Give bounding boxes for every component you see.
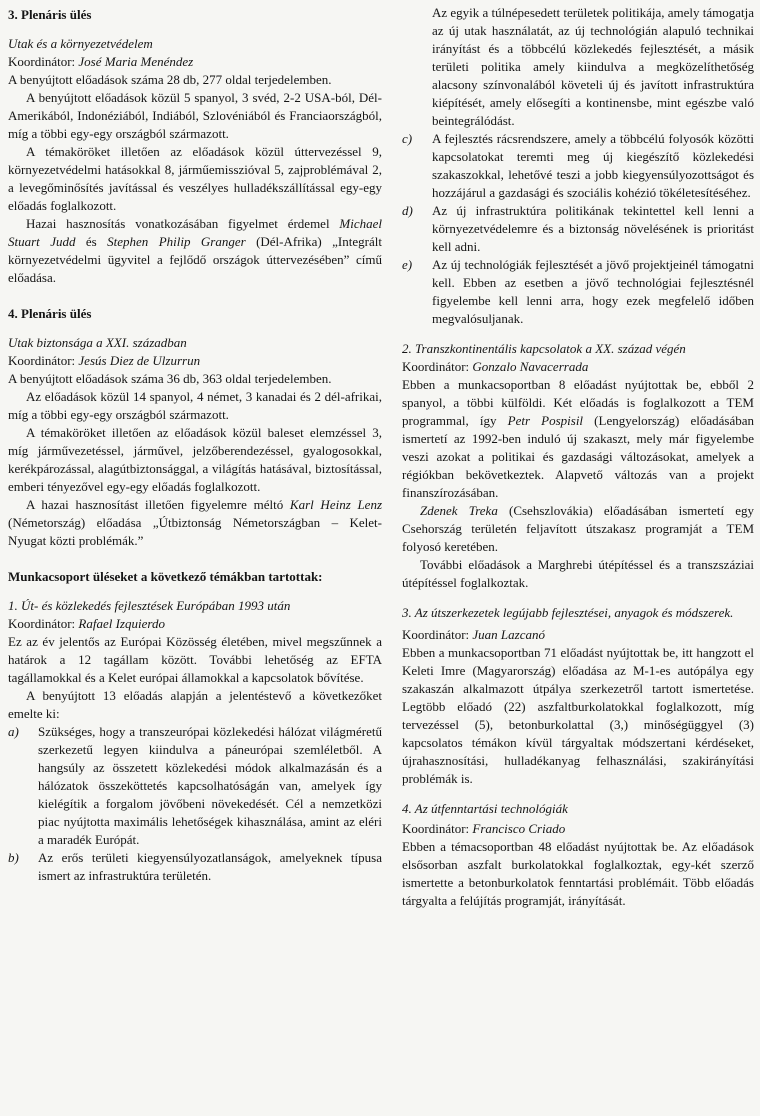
list-label: a) <box>8 724 19 739</box>
working-group-2-paragraph-2 <box>402 502 754 556</box>
plenary-3-paragraph-1: A benyújtott előadások száma 28 db, 277 oldal terjedelemben. <box>8 72 332 87</box>
list-item-b <box>8 849 382 885</box>
coordinator-name: Rafael Izquierdo <box>78 616 165 631</box>
working-groups-heading: Munkacsoport üléseket a következő témákban tartottak: <box>8 569 323 584</box>
working-group-4-title: 4. Az útfenntartási technológiák <box>402 801 568 816</box>
plenary-3-paragraph-2: A benyújtott előadások közül 5 spanyol, 3 svéd, 2-2 USA-ból, Dél-Amerikából, Indonéziából, Indiából, Szlovéniából és Franciaországból, míg a többi egy-egy országból származott. <box>8 90 382 141</box>
plenary-3-coordinator <box>8 53 382 71</box>
list-label: c) <box>402 131 413 146</box>
working-group-4-coordinator <box>402 820 754 838</box>
working-group-2-paragraph-1 <box>402 376 754 502</box>
plenary-3-subtitle: Utak és a környezetvédelem <box>8 36 153 51</box>
author-name: Karl Heinz Lenz <box>289 497 382 512</box>
list-label: b) <box>8 850 19 865</box>
list-text: Szükséges, hogy a transzeurópai közlekedési hálózat világméretű szerkezetű legyen kiindulva a páneurópai szemléletből. A hangsúly az összetett közlekedési módok alkalmazásán és a hálózatok összeköttetés kapcsolhatóságán van, amelyek így kielégítik a forgalom jövőbeni növekedését. Cél a nemzetközi piac nyújtotta maximális lehetőségek kihasználása, amint az eléri a maradék Európát. <box>38 724 382 847</box>
working-group-3-paragraph-1: Ebben a munkacsoportban 71 előadást nyújtottak be, itt hangzott el Keleti Imre (Magyarország) előadása az M-1-es autópálya egy szakaszán alkalmazott útpálya szerkezetről tartott ismertetése. Legtöbb előadó (22) aszfaltburkolatokkal foglalkozott, míg tervezéssel (5), betonburkolattal (3,) minőségüggyel (3) kapcsolatos témákon kívül tárgyaltak módszertani kérdéseket, újrahasznosítási, hulladékanyag felhasználási, szakirányítási problémák is. <box>402 645 754 786</box>
working-group-2-title: 2. Transzkontinentális kapcsolatok a XX. század végén <box>402 341 686 356</box>
coordinator-name: Francisco Criado <box>472 821 566 836</box>
plenary-4-paragraph-1: A benyújtott előadások száma 36 db, 363 oldal terjedelemben. <box>8 371 332 386</box>
plenary-4-heading: 4. Plenáris ülés <box>8 306 92 321</box>
coordinator-label: Koordinátor: <box>8 616 79 631</box>
text-run: (Németország) előadása „Útbiztonság Németországban – Kelet- Nyugat közti problémák.” <box>8 515 382 548</box>
list-label: e) <box>402 257 413 272</box>
working-group-2-paragraph-3: További előadások a Marghrebi útépítéssel és a transzszáziai útépítéssel foglalkoztak. <box>402 557 754 590</box>
text-run: A hazai hasznosítást illetően figyelemre méltó <box>26 497 290 512</box>
text-run: Hazai hasznosítás vonatkozásában figyelmet érdemel <box>26 216 340 231</box>
working-group-1-coordinator <box>8 615 382 633</box>
coordinator-label: Koordinátor: <box>8 353 79 368</box>
spacer <box>402 592 754 604</box>
text-run: Ebben a munkacsoportban 8 előadást nyújtottak be, ebből 2 spanyol, a többi külföldi. Két előadás is foglalkozott a TEM programmal, így <box>402 377 754 428</box>
list-label: d) <box>402 203 413 218</box>
coordinator-name: Juan Lazcanó <box>472 627 545 642</box>
list-item-d <box>402 202 754 256</box>
coordinator-label: Koordinátor: <box>8 54 79 69</box>
left-column <box>8 4 382 885</box>
plenary-3-paragraph-3: A témaköröket illetően az előadások közül úttervezéssel 9, környezetvédelmi hatásokkal 8, járműemisszióval 5, zajproblémával 2, a levegőminősítés javítással és veszélyes hulladékszállítással egy-egy előadás foglalkozott. <box>8 144 382 213</box>
text-run: és <box>75 234 108 249</box>
plenary-4-paragraph-3: A témaköröket illetően az előadások közül baleset elemzéssel 3, míg járművezetéssel, járművel, jelzőberendezéssel, gyalogosokkal, kerékpározással, alagútbiztonsággal, a világítás hatásával, biztosítással, emberi tényezővel egy-egy előadás foglalkozott. <box>8 425 382 494</box>
right-column <box>402 4 754 910</box>
working-group-3-title: 3. Az útszerkezetek legújabb fejlesztései, anyagok és módszerek. <box>402 605 734 620</box>
spacer <box>8 550 382 562</box>
list-item-a <box>8 723 382 849</box>
working-group-2-coordinator <box>402 358 754 376</box>
plenary-3-heading: 3. Plenáris ülés <box>8 7 92 22</box>
plenary-4-paragraph-4 <box>8 496 382 550</box>
plenary-3-paragraph-4 <box>8 215 382 287</box>
working-group-1-paragraph-2: A benyújtott 13 előadás alapján a jelentéstevő a következőket emelte ki: <box>8 688 382 721</box>
coordinator-name: Gonzalo Navacerrada <box>472 359 589 374</box>
author-name: Stephen Philip Granger <box>107 234 246 249</box>
spacer <box>8 287 382 299</box>
list-label-empty <box>402 4 432 130</box>
working-group-1-title: 1. Út- és közlekedés fejlesztések Európában 1993 után <box>8 598 291 613</box>
list-text: Az erős területi kiegyensúlyozatlanságok, amelyeknek típusa ismert az infrastruktúra területén. <box>38 850 382 883</box>
coordinator-label: Koordinátor: <box>402 359 473 374</box>
text-run: (Lengyelország) előadásában ismertetí az 1992-ben induló új szakaszt, mely már figyelembe veszi azokat a politikai és gazdasági változásokat, amelyek a régiókban bekövetkeztek. Alapvető változás van a projekt finanszírozásában. <box>402 413 754 500</box>
working-group-1-paragraph-1: Ez az év jelentős az Európai Közösség életében, mivel megszűnnek a határok a 12 tagállam között. További lehetőség az EFTA tagállamokkal és a Kelet európai államokkal a kapcsolatok bővítése. <box>8 634 382 685</box>
coordinator-name: Jesús Diez de Ulzurrun <box>78 353 201 368</box>
author-name: Zdenek Treka <box>420 503 498 518</box>
list-item-c <box>402 130 754 202</box>
coordinator-name: José Maria Menéndez <box>78 54 194 69</box>
author-name: Petr Pospisil <box>507 413 584 428</box>
list-text: A fejlesztés rácsrendszere, amely a többcélú folyosók közötti kapcsolatokat teremti meg új kiegészítő közlekedési szakaszokkal, lehetővé teszi a jobb kiegyensúlyozottságot és hozzájárul a gazdasági és szociális kohézió tökéletesítéséhez. <box>432 131 754 200</box>
list-item-b-continued <box>402 4 754 130</box>
spacer <box>402 788 754 800</box>
working-group-3-coordinator <box>402 626 754 644</box>
coordinator-label: Koordinátor: <box>402 821 473 836</box>
plenary-4-coordinator <box>8 352 382 370</box>
text-run: (Dél-Afrika) „Integrált környezetvédelmi ügyvitel a fejlődő országok úttervezésében” című előadása. <box>8 234 382 285</box>
text-run: (Csehszlovákia) előadásában ismertetí egy Csehország területén feljavított útszakasz programját a TEM folyosó keretében. <box>402 503 755 554</box>
list-text: Az egyik a túlnépesedett területek politikája, amely támogatja az új utak használatát, az új technológián alapuló technikai irányítást és a többcélú közlekedés fejlesztését, a másik területi politika amely kiindulva a megközelíthetőség alacsony színvonalából követeli új és javított infrastruktúra kiépítését, amely elősegíti a kontinensbe, mint egészbe való beintegrálódást. <box>432 5 754 128</box>
list-item-e <box>402 256 754 328</box>
list-text: Az új infrastruktúra politikának tekintettel kell lenni a környezetvédelemre és a biztonság növelésének is prioritást kell adni. <box>432 203 754 254</box>
spacer <box>402 328 754 340</box>
list-text: Az új technológiák fejlesztését a jövő projektjeinél támogatni kell. Ebben az esetben a jövő technológiai fejlesztésnél figyelembe kell lenni arra, hogy ezek megfelelő időben megvalósuljanak. <box>432 257 754 326</box>
plenary-4-subtitle: Utak biztonsága a XXI. században <box>8 335 187 350</box>
coordinator-label: Koordinátor: <box>402 627 473 642</box>
author-name: Michael Stuart Judd <box>8 216 382 249</box>
working-group-4-paragraph-1: Ebben a témacsoportban 48 előadást nyújtottak be. Az előadások elsősorban aszfalt burkolatokkal foglalkoztak, egy-két szerző ismertette a betonburkolatok fenntartási problémáit. Több előadás tárgyalta a felújítás programját, irányítását. <box>402 839 754 908</box>
plenary-4-paragraph-2: Az előadások közül 14 spanyol, 4 német, 3 kanadai és 2 dél-afrikai, míg a többi egy-egy országból származott. <box>8 389 382 422</box>
